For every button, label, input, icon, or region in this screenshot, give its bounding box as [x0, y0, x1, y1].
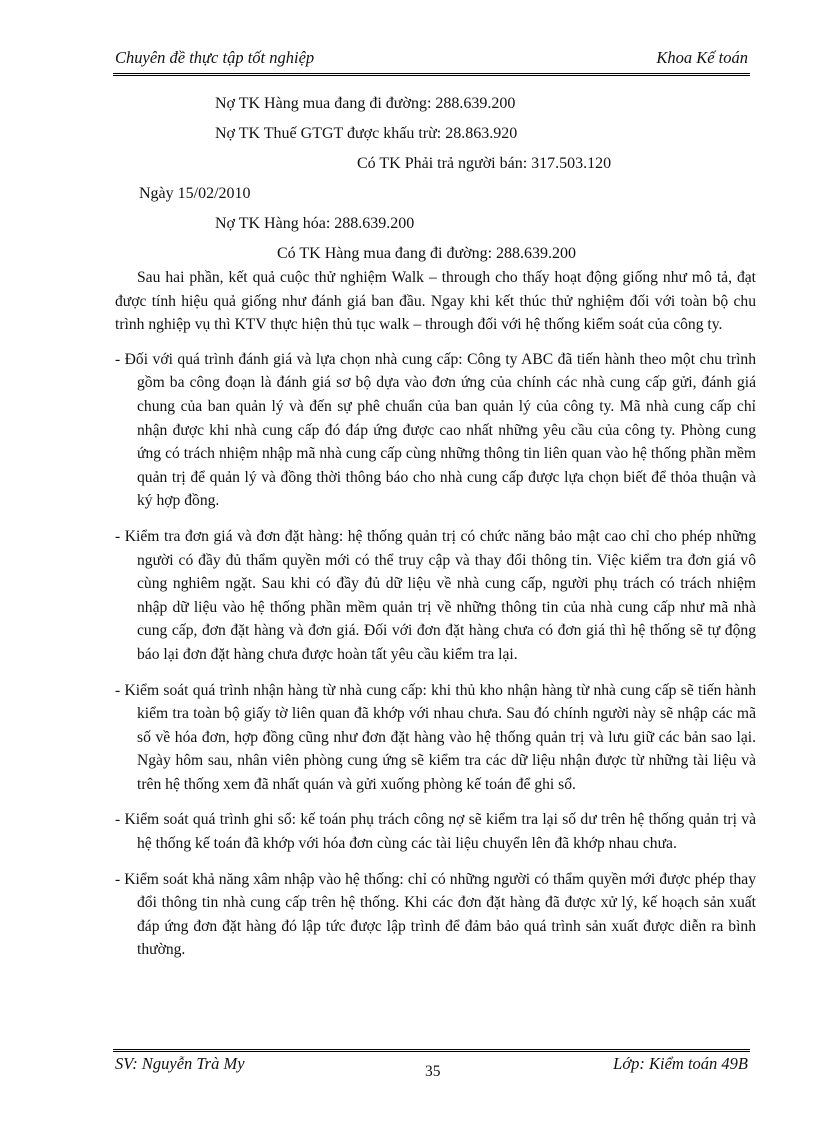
bullet-price-order-check: - Kiểm tra đơn giá và đơn đặt hàng: hệ thống quản trị có chức năng bảo mật cao chỉ cho phép những người có đầy đủ thẩm quyền mới có thể truy cập và thay đổi thông tin. Việc kiểm tra đơn giá vô cùng nghiêm ngặt. Sau khi có đầy đủ dữ liệu về nhà cung cấp, người phụ trách có trách nhiệm nhập dữ liệu vào hệ thống phần mềm quản trị về những thông tin của nhà cung cấp như mã nhà cung cấp, đơn đặt hàng và đơn giá. Đối với đơn đặt hàng chưa có đơn giá thì hệ thống sẽ tự động báo lại đơn đặt hàng chưa được hoàn tất yêu cầu kiểm tra lại.: [115, 527, 756, 663]
intro-paragraph: Sau hai phần, kết quả cuộc thử nghiệm Walk – through cho thấy hoạt động giống như mô tả, đạt được tính hiệu quả giống như đánh giá ban đầu. Ngay khi kết thúc thử nghiệm đối với toàn bộ chu trình nghiệp vụ thì KTV thực hiện thủ tục walk – through đối với hệ thống kiểm soát của công ty.: [115, 269, 756, 334]
bullet-recording-control: - Kiểm soát quá trình ghi sổ: kế toán phụ trách công nợ sẽ kiểm tra lại số dư trên hệ thống quản trị và hệ thống kế toán đã khớp với hóa đơn cùng các tài liệu chuyển lên đã khớp nhau chưa.: [115, 811, 756, 853]
page-header: [115, 48, 748, 72]
header-department: Khoa Kế toán: [656, 48, 748, 67]
entry-debit-goods: Nợ TK Hàng hóa: 288.639.200: [215, 215, 415, 232]
footer-class: Lớp: Kiểm toán 49B: [613, 1054, 748, 1073]
page-number: 35: [425, 1063, 441, 1080]
header-divider: [113, 73, 750, 76]
bullet-receiving-control: - Kiểm soát quá trình nhận hàng từ nhà cung cấp: khi thủ kho nhận hàng từ nhà cung cấp sẽ tiến hành kiểm tra toàn bộ giấy tờ liên quan đã khớp với nhau chưa. Sau đó chính người này sẽ nhập các mã số về hóa đơn, hợp đồng cũng như đơn đặt hàng vào hệ thống quản trị và lưu giữ các bản sao lại. Ngày hôm sau, nhân viên phòng cung ứng sẽ kiểm tra các dữ liệu nhận được từ những tài liệu và trên hệ thống xem đã nhất quán và gửi xuống phòng kế toán để ghi sổ.: [115, 681, 756, 793]
bullet-supplier-selection: - Đối với quá trình đánh giá và lựa chọn nhà cung cấp: Công ty ABC đã tiến hành theo một chu trình gồm ba công đoạn là đánh giá sơ bộ dựa vào đơn ứng của chính các nhà cung cấp gửi, đánh giá chung của ban quản lý và đến sự phê chuẩn của ban quản lý của công ty. Mã nhà cung cấp chỉ nhận được khi nhà cung cấp đó đáp ứng được cao nhất những yêu cầu của công ty. Phòng cung ứng có trách nhiệm nhập mã nhà cung cấp cùng những thông tin liên quan vào hệ thống phần mềm quản trị để quản lý và đồng thời thông báo cho nhà cung cấp được lựa chọn biết để thỏa thuận và ký hợp đồng.: [115, 350, 756, 510]
entry-credit-payable: Có TK Phải trả người bán: 317.503.120: [357, 155, 612, 172]
bullet-access-control: - Kiểm soát khả năng xâm nhập vào hệ thống: chỉ có những người có thẩm quyền mới được phép thay đổi thông tin nhà cung cấp trên hệ thống. Khi các đơn đặt hàng đã được xử lý, kế hoạch sản xuất đáp ứng đơn đặt hàng đó lập tức được lập trình để đảm bảo quá trình sản xuất được diễn ra bình thường.: [115, 870, 756, 959]
entry-credit-goods-in-transit: Có TK Hàng mua đang đi đường: 288.639.200: [277, 245, 577, 262]
header-title: Chuyên đề thực tập tốt nghiệp: [115, 48, 315, 67]
entry-debit-vat: Nợ TK Thuế GTGT được khấu trừ: 28.863.920: [215, 125, 518, 142]
footer-divider: [113, 1049, 750, 1052]
footer-student: SV: Nguyễn Trà My: [115, 1054, 245, 1073]
body-text: [115, 266, 756, 974]
entry-debit-goods-in-transit: Nợ TK Hàng mua đang đi đường: 288.639.200: [215, 95, 516, 112]
entry-date: Ngày 15/02/2010: [139, 185, 251, 202]
